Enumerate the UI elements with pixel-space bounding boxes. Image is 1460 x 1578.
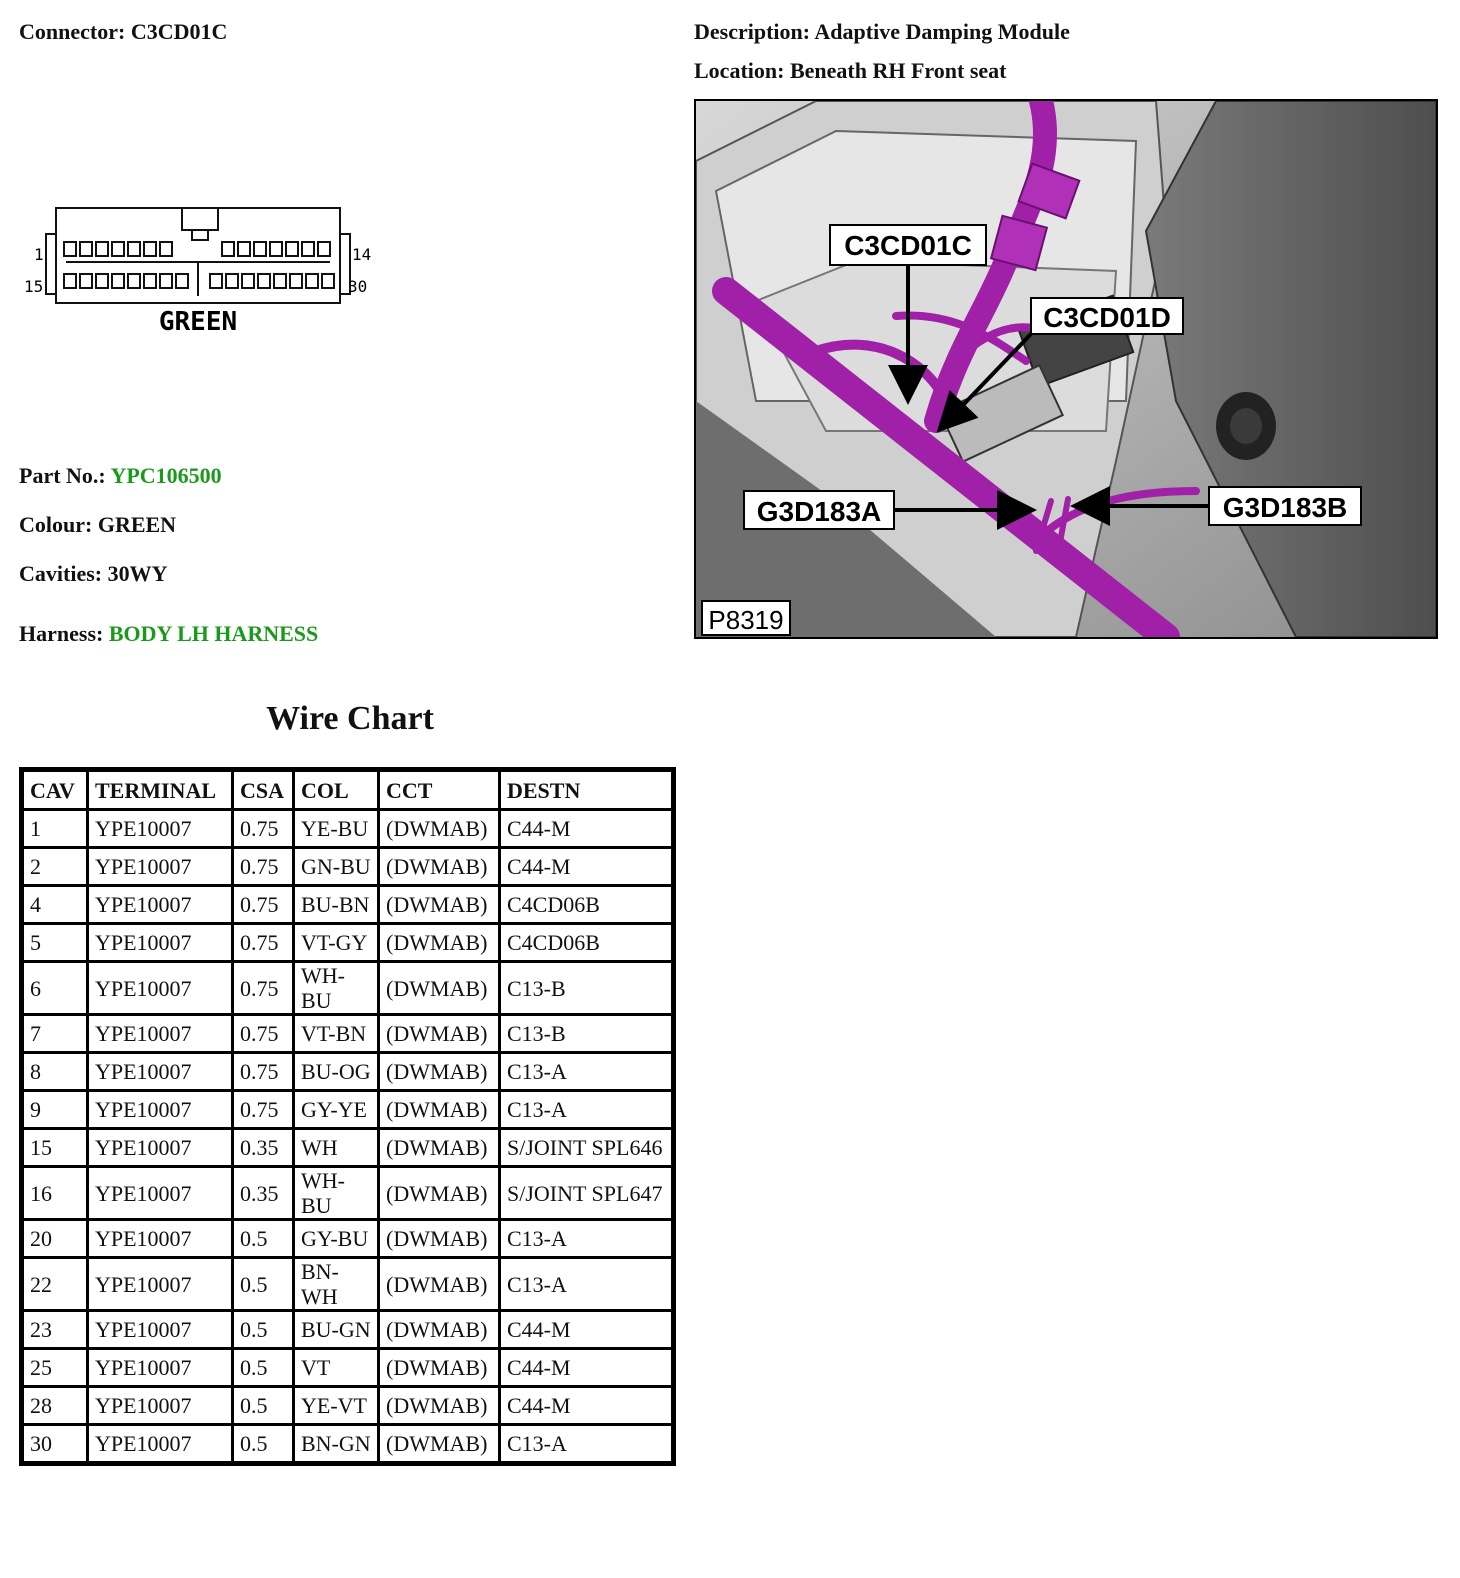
- connector-pin-cavity: [96, 274, 108, 288]
- harness-value: BODY LH HARNESS: [108, 621, 319, 646]
- cell-cct: (DWMAB): [380, 1259, 498, 1309]
- connector-pin-cavity: [176, 274, 188, 288]
- connector-pin-cavity: [270, 242, 282, 256]
- connector-pin-cavity: [302, 242, 314, 256]
- cell-terminal: YPE10007: [89, 1312, 231, 1347]
- cell-cct: (DWMAB): [380, 1350, 498, 1385]
- cell-cav: 6: [24, 963, 86, 1013]
- cell-cav: 9: [24, 1092, 86, 1127]
- cell-terminal: YPE10007: [89, 1350, 231, 1385]
- connector-pin-cavity: [160, 274, 172, 288]
- connector-face-diagram: [22, 200, 382, 340]
- pin-label-1: 1: [34, 245, 44, 264]
- description-field: [694, 19, 1070, 45]
- cell-cct: (DWMAB): [380, 925, 498, 960]
- cell-csa: 0.5: [234, 1312, 292, 1347]
- connector-pin-cavity: [112, 242, 124, 256]
- cell-cct: (DWMAB): [380, 887, 498, 922]
- connector-pin-cavity: [322, 274, 334, 288]
- table-row: [24, 811, 671, 846]
- cell-cav: 30: [24, 1426, 86, 1461]
- cell-terminal: YPE10007: [89, 1016, 231, 1051]
- cell-csa: 0.75: [234, 1092, 292, 1127]
- cell-terminal: YPE10007: [89, 1259, 231, 1309]
- cell-cct: (DWMAB): [380, 1016, 498, 1051]
- cell-destn: S/JOINT SPL646: [501, 1130, 671, 1165]
- cell-destn: C13-B: [501, 1016, 671, 1051]
- cell-cav: 5: [24, 925, 86, 960]
- column-header-terminal: TERMINAL: [89, 772, 231, 808]
- cell-cav: 7: [24, 1016, 86, 1051]
- connector-pin-cavity: [242, 274, 254, 288]
- colour-label: Colour:: [19, 512, 93, 537]
- table-row: [24, 1312, 671, 1347]
- cell-col: BU-BN: [295, 887, 377, 922]
- connector-pin-cavity: [64, 242, 76, 256]
- cell-cct: (DWMAB): [380, 1221, 498, 1256]
- cell-terminal: YPE10007: [89, 1092, 231, 1127]
- cell-col: WH: [295, 1130, 377, 1165]
- cell-cct: (DWMAB): [380, 1426, 498, 1461]
- cell-col: YE-VT: [295, 1388, 377, 1423]
- callout-g3d183b: G3D183B: [1222, 492, 1348, 523]
- pin-row-top: [64, 242, 330, 256]
- cell-col: BN-GN: [295, 1426, 377, 1461]
- connector-pin-cavity: [254, 242, 266, 256]
- connector-pin-cavity: [258, 274, 270, 288]
- cell-csa: 0.35: [234, 1130, 292, 1165]
- cell-csa: 0.35: [234, 1168, 292, 1218]
- cell-csa: 0.75: [234, 963, 292, 1013]
- description-label: Description:: [694, 19, 811, 44]
- cell-cct: (DWMAB): [380, 849, 498, 884]
- cell-col: WH-BU: [295, 1168, 377, 1218]
- connector-pin-cavity: [238, 242, 250, 256]
- connector-pin-cavity: [64, 274, 76, 288]
- cell-cct: (DWMAB): [380, 1312, 498, 1347]
- cell-cct: (DWMAB): [380, 1130, 498, 1165]
- cell-csa: 0.5: [234, 1388, 292, 1423]
- cell-destn: C13-A: [501, 1092, 671, 1127]
- cell-csa: 0.5: [234, 1221, 292, 1256]
- cell-cav: 2: [24, 849, 86, 884]
- harness-field: [19, 621, 318, 647]
- cell-terminal: YPE10007: [89, 849, 231, 884]
- connector-pin-cavity: [286, 242, 298, 256]
- cell-terminal: YPE10007: [89, 1221, 231, 1256]
- pin-label-15: 15: [24, 277, 44, 296]
- cell-destn: C13-A: [501, 1259, 671, 1309]
- cavities-value: 30WY: [107, 561, 168, 586]
- table-row: [24, 1426, 671, 1461]
- cell-csa: 0.5: [234, 1259, 292, 1309]
- table-row: [24, 1259, 671, 1309]
- cell-destn: C13-A: [501, 1054, 671, 1089]
- callout-g3d183a: G3D183A: [756, 496, 882, 527]
- photo-reference: P8319: [708, 605, 784, 635]
- cell-terminal: YPE10007: [89, 1168, 231, 1218]
- table-row: [24, 887, 671, 922]
- connector-pin-cavity: [144, 274, 156, 288]
- cell-terminal: YPE10007: [89, 811, 231, 846]
- cell-destn: C4CD06B: [501, 925, 671, 960]
- cell-col: WH-BU: [295, 963, 377, 1013]
- cell-csa: 0.5: [234, 1350, 292, 1385]
- cell-cav: 4: [24, 887, 86, 922]
- cell-terminal: YPE10007: [89, 925, 231, 960]
- part-number-value: YPC106500: [110, 463, 222, 488]
- table-row: [24, 1130, 671, 1165]
- column-header-cav: CAV: [24, 772, 86, 808]
- connector-pin-cavity: [226, 274, 238, 288]
- connector-pin-cavity: [112, 274, 124, 288]
- part-number-label: Part No.:: [19, 463, 106, 488]
- cell-destn: S/JOINT SPL647: [501, 1168, 671, 1218]
- cell-cav: 15: [24, 1130, 86, 1165]
- cell-col: VT: [295, 1350, 377, 1385]
- cell-cct: (DWMAB): [380, 1388, 498, 1423]
- table-row: [24, 1016, 671, 1051]
- table-header-row: [24, 772, 671, 808]
- cell-terminal: YPE10007: [89, 1054, 231, 1089]
- column-header-csa: CSA: [234, 772, 292, 808]
- cell-cct: (DWMAB): [380, 811, 498, 846]
- connector-colour-caption: GREEN: [158, 307, 238, 337]
- cell-col: BN-WH: [295, 1259, 377, 1309]
- connector-pin-cavity: [96, 242, 108, 256]
- wire-chart-table: [19, 767, 676, 1466]
- cell-col: VT-GY: [295, 925, 377, 960]
- cell-terminal: YPE10007: [89, 887, 231, 922]
- cell-cav: 20: [24, 1221, 86, 1256]
- table-row: [24, 1350, 671, 1385]
- cell-col: YE-BU: [295, 811, 377, 846]
- cell-terminal: YPE10007: [89, 1130, 231, 1165]
- table-row: [24, 925, 671, 960]
- cell-cct: (DWMAB): [380, 1092, 498, 1127]
- cell-terminal: YPE10007: [89, 1426, 231, 1461]
- column-header-cct: CCT: [380, 772, 498, 808]
- cell-cct: (DWMAB): [380, 1054, 498, 1089]
- cell-destn: C44-M: [501, 1312, 671, 1347]
- cell-col: BU-OG: [295, 1054, 377, 1089]
- connector-pin-cavity: [210, 274, 222, 288]
- cell-csa: 0.75: [234, 1016, 292, 1051]
- connector-pin-cavity: [290, 274, 302, 288]
- table-row: [24, 1168, 671, 1218]
- location-photo: [694, 99, 1438, 639]
- connector-pin-cavity: [144, 242, 156, 256]
- connector-pin-cavity: [128, 242, 140, 256]
- cell-cct: (DWMAB): [380, 1168, 498, 1218]
- column-header-col: COL: [295, 772, 377, 808]
- table-row: [24, 1221, 671, 1256]
- column-header-destn: DESTN: [501, 772, 671, 808]
- callout-c3cd01d: C3CD01D: [1043, 302, 1171, 333]
- cell-cav: 28: [24, 1388, 86, 1423]
- cell-cav: 25: [24, 1350, 86, 1385]
- connector-pin-cavity: [222, 242, 234, 256]
- cell-destn: C4CD06B: [501, 887, 671, 922]
- callout-c3cd01c: C3CD01C: [844, 230, 972, 261]
- cell-csa: 0.75: [234, 1054, 292, 1089]
- cell-col: BU-GN: [295, 1312, 377, 1347]
- table-row: [24, 1388, 671, 1423]
- cell-csa: 0.75: [234, 811, 292, 846]
- table-row: [24, 963, 671, 1013]
- cell-csa: 0.5: [234, 1426, 292, 1461]
- cell-csa: 0.75: [234, 849, 292, 884]
- cell-cav: 1: [24, 811, 86, 846]
- cell-cav: 16: [24, 1168, 86, 1218]
- cell-destn: C13-A: [501, 1221, 671, 1256]
- cell-cav: 23: [24, 1312, 86, 1347]
- cell-col: GY-BU: [295, 1221, 377, 1256]
- connector-value: C3CD01C: [130, 19, 228, 44]
- pin-label-14: 14: [352, 245, 372, 264]
- wire-chart-title: Wire Chart: [266, 700, 434, 737]
- cell-cav: 8: [24, 1054, 86, 1089]
- colour-value: GREEN: [97, 512, 177, 537]
- pin-label-30: 30: [348, 277, 368, 296]
- part-number-field: [19, 463, 222, 489]
- cell-destn: C44-M: [501, 849, 671, 884]
- connector-field: [19, 19, 227, 45]
- cavities-label: Cavities:: [19, 561, 103, 586]
- cell-terminal: YPE10007: [89, 1388, 231, 1423]
- connector-pin-cavity: [80, 242, 92, 256]
- cell-destn: C44-M: [501, 1388, 671, 1423]
- cell-cav: 22: [24, 1259, 86, 1309]
- table-row: [24, 849, 671, 884]
- table-row: [24, 1054, 671, 1089]
- cell-csa: 0.75: [234, 925, 292, 960]
- connector-pin-cavity: [160, 242, 172, 256]
- harness-label: Harness:: [19, 621, 104, 646]
- colour-field: [19, 512, 176, 538]
- cell-col: VT-BN: [295, 1016, 377, 1051]
- location-field: [694, 58, 1006, 84]
- cell-col: GY-YE: [295, 1092, 377, 1127]
- cell-cct: (DWMAB): [380, 963, 498, 1013]
- connector-pin-cavity: [318, 242, 330, 256]
- connector-pin-cavity: [274, 274, 286, 288]
- location-label: Location:: [694, 58, 785, 83]
- wire-chart-body: [24, 811, 671, 1461]
- table-row: [24, 1092, 671, 1127]
- location-value: Beneath RH Front seat: [789, 58, 1007, 83]
- cell-destn: C13-A: [501, 1426, 671, 1461]
- cell-destn: C44-M: [501, 1350, 671, 1385]
- cell-destn: C44-M: [501, 811, 671, 846]
- connector-pin-cavity: [80, 274, 92, 288]
- cell-destn: C13-B: [501, 963, 671, 1013]
- cell-col: GN-BU: [295, 849, 377, 884]
- cell-csa: 0.75: [234, 887, 292, 922]
- cavities-field: [19, 561, 167, 587]
- connector-pin-cavity: [306, 274, 318, 288]
- connector-pin-cavity: [128, 274, 140, 288]
- connector-label: Connector:: [19, 19, 126, 44]
- cell-terminal: YPE10007: [89, 963, 231, 1013]
- description-value: Adaptive Damping Module: [814, 19, 1070, 44]
